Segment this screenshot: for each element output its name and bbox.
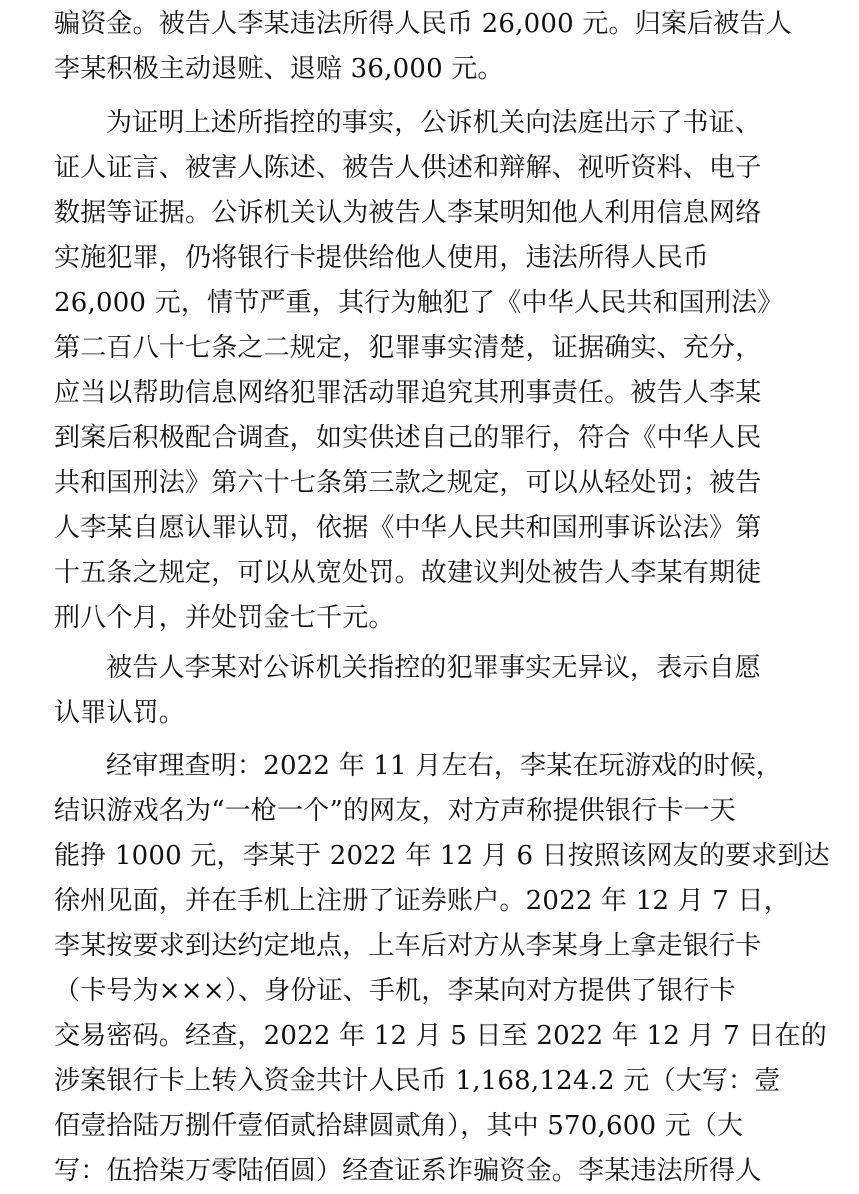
text-line: 刑八个月，并处罚金七千元。 bbox=[54, 603, 395, 633]
text-line: 李某积极主动退赃、退赔 36,000 元。 bbox=[54, 54, 504, 84]
text-line: 骗资金。被告人李某违法所得人民币 26,000 元。归案后被告人 bbox=[54, 9, 792, 39]
text-line: 涉案银行卡上转入资金共计人民币 1,168,124.2 元（大写：壹 bbox=[54, 1066, 781, 1096]
text-line: 到案后积极配合调查，如实供述自己的罪行，符合《中华人民 bbox=[54, 423, 762, 453]
text-line: 人李某自愿认罪认罚，依据《中华人民共和国刑事诉讼法》第 bbox=[54, 513, 762, 543]
paragraph-start-line: 经审理查明：2022 年 11 月左右，李某在玩游戏的时候， bbox=[106, 751, 783, 781]
text-line: （卡号为×××）、身份证、手机，李某向对方提供了银行卡 bbox=[54, 976, 736, 1006]
text-line: 应当以帮助信息网络犯罪活动罪追究其刑事责任。被告人李某 bbox=[54, 378, 762, 408]
text-line: 数据等证据。公诉机关认为被告人李某明知他人利用信息网络 bbox=[54, 198, 762, 228]
text-line: 十五条之规定，可以从宽处罚。故建议判处被告人李某有期徒 bbox=[54, 558, 762, 588]
paragraph-start-line: 被告人李某对公诉机关指控的犯罪事实无异议，表示自愿 bbox=[106, 653, 762, 683]
text-line: 交易密码。经查，2022 年 12 月 5 日至 2022 年 12 月 7 日在的 bbox=[54, 1021, 827, 1051]
text-line: 徐州见面，并在手机上注册了证券账户。2022 年 12 月 7 日， bbox=[54, 886, 790, 916]
text-line: 认罪认罚。 bbox=[54, 698, 186, 728]
text-line: 第二百八十七条之二规定，犯罪事实清楚，证据确实、充分， bbox=[54, 333, 762, 363]
text-line: 26,000 元，情节严重，其行为触犯了《中华人民共和国刑法》 bbox=[54, 288, 784, 318]
text-line: 结识游戏名为“一枪一个”的网友，对方声称提供银行卡一天 bbox=[54, 796, 736, 826]
text-line: 共和国刑法》第六十七条第三款之规定，可以从轻处罚；被告 bbox=[54, 468, 762, 498]
text-line: 写：伍拾柒万零陆佰圆）经查证系诈骗资金。李某违法所得人 bbox=[54, 1156, 762, 1186]
text-line: 证人证言、被害人陈述、被告人供述和辩解、视听资料、电子 bbox=[54, 153, 762, 183]
text-line: 能挣 1000 元，李某于 2022 年 12 月 6 日按照该网友的要求到达 bbox=[54, 841, 830, 871]
text-line: 佰壹拾陆万捌仟壹佰贰拾肆圆贰角），其中 570,600 元（大 bbox=[54, 1111, 744, 1141]
text-line: 实施犯罪，仍将银行卡提供给他人使用，违法所得人民币 bbox=[54, 243, 710, 273]
text-line: 李某按要求到达约定地点，上车后对方从李某身上拿走银行卡 bbox=[54, 931, 762, 961]
paragraph-start-line: 为证明上述所指控的事实，公诉机关向法庭出示了书证、 bbox=[106, 108, 762, 138]
